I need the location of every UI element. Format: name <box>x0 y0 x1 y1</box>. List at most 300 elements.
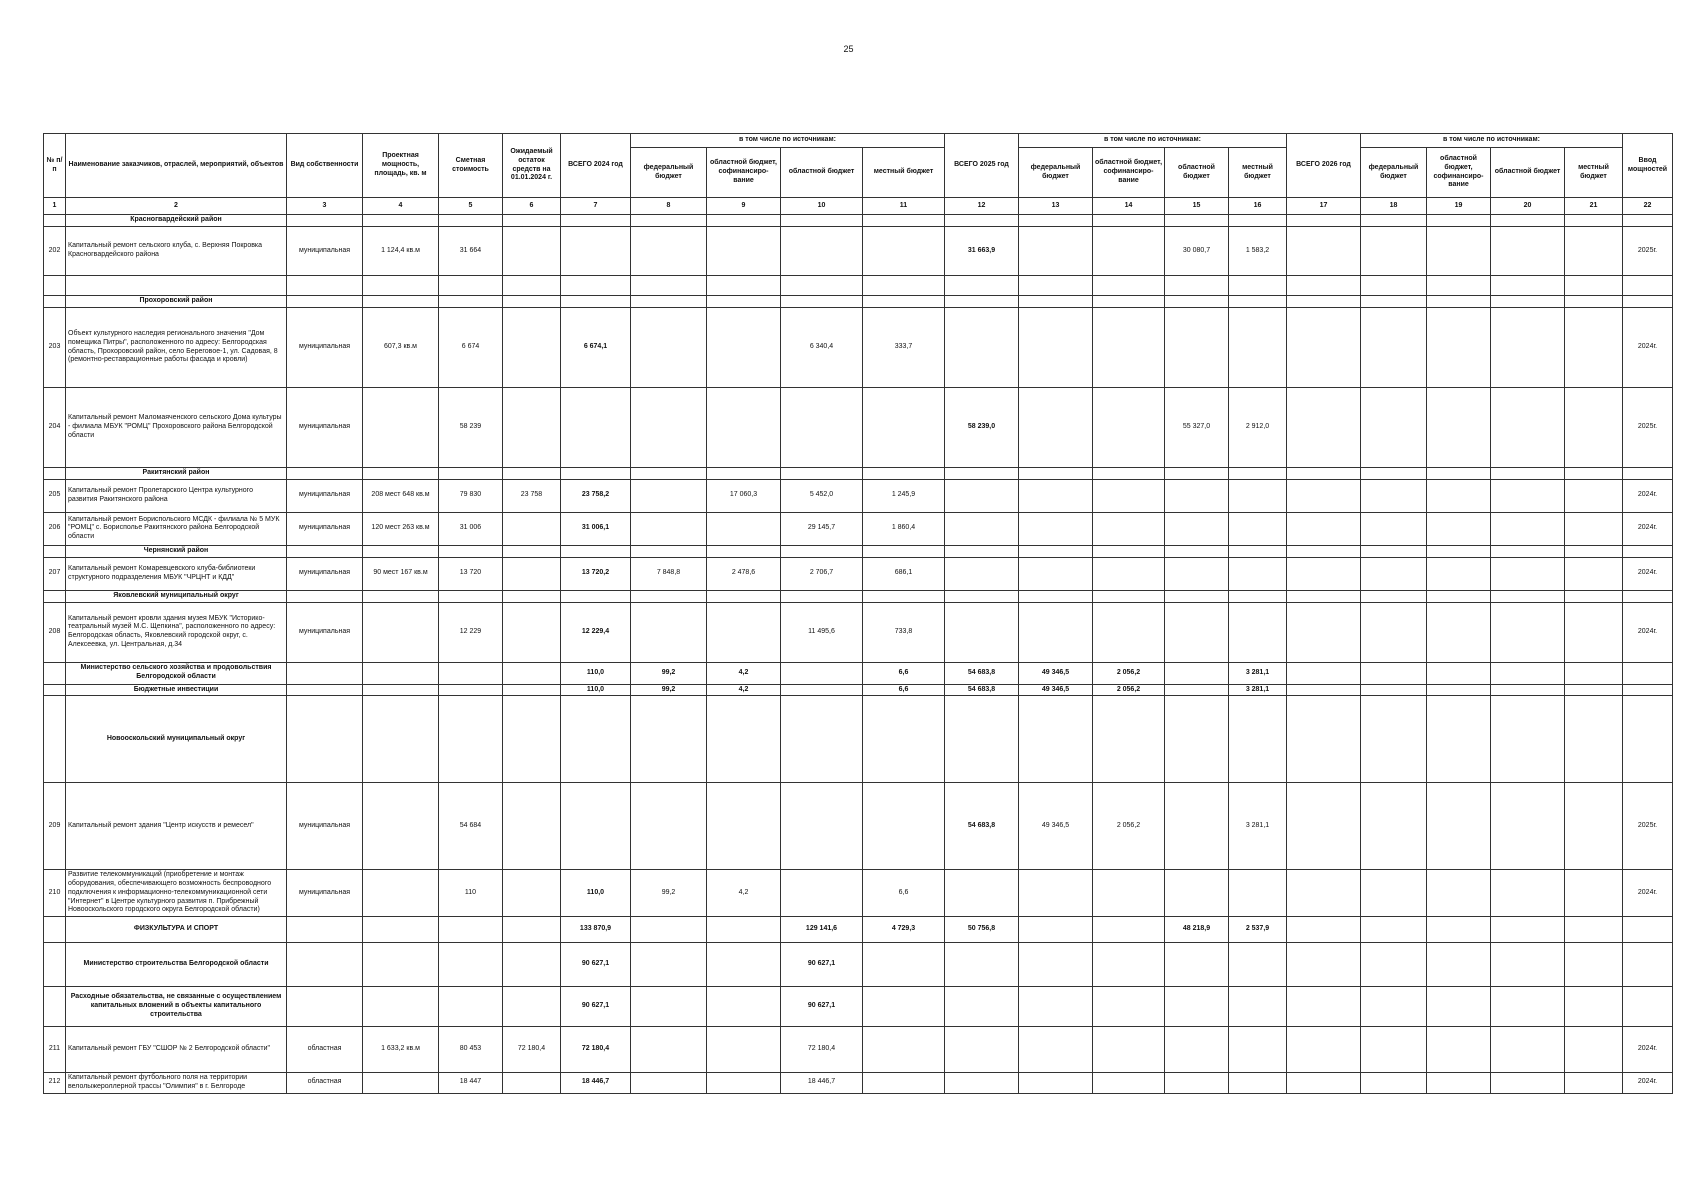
table-cell <box>1093 468 1165 480</box>
cell-l24 <box>863 227 945 276</box>
cell-r26 <box>1491 1027 1565 1073</box>
table-cell <box>1093 545 1165 557</box>
cell-r24 <box>781 783 863 870</box>
table-cell <box>1287 215 1361 227</box>
cell-f26 <box>1361 308 1427 388</box>
cell-t26 <box>1287 479 1361 512</box>
cell-cap <box>363 943 439 987</box>
header-sources-2024: в том числе по источникам: <box>631 134 945 148</box>
cell-l26 <box>1565 602 1623 662</box>
cell-r26 <box>1491 943 1565 987</box>
cell-rc24 <box>707 943 781 987</box>
cell-own: муниципальная <box>287 783 363 870</box>
object-name: ФИЗКУЛЬТУРА И СПОРТ <box>66 917 287 943</box>
table-cell <box>631 696 707 783</box>
cell-t25 <box>945 987 1019 1027</box>
cell-r25 <box>1165 783 1229 870</box>
table-cell <box>1623 296 1673 308</box>
cell-r24 <box>781 388 863 468</box>
table-cell <box>363 296 439 308</box>
section-row <box>44 468 1673 480</box>
subtotal-row <box>44 943 1673 987</box>
header-estimate: Сметная стоимость <box>439 134 503 198</box>
section-title: Яковлевский муниципальный округ <box>66 590 287 602</box>
subtotal-row <box>44 662 1673 684</box>
cell-rc26 <box>1427 783 1491 870</box>
cell-cap <box>363 388 439 468</box>
cell-f26 <box>1361 917 1427 943</box>
table-cell <box>561 296 631 308</box>
cell-r24: 90 627,1 <box>781 987 863 1027</box>
table-cell <box>1565 296 1623 308</box>
cell-t25 <box>945 870 1019 917</box>
cell-rc24 <box>707 602 781 662</box>
table-cell <box>781 545 863 557</box>
cell-cap <box>363 917 439 943</box>
table-cell <box>631 590 707 602</box>
object-name: Капитальный ремонт здания "Центр искусств и ремесел" <box>66 783 287 870</box>
table-cell <box>1361 468 1427 480</box>
row-number <box>44 987 66 1027</box>
cell-f24 <box>631 227 707 276</box>
table-cell <box>1287 276 1361 296</box>
cell-cap <box>363 602 439 662</box>
cell-r26 <box>1491 602 1565 662</box>
cell-f25 <box>1019 987 1093 1027</box>
column-number: 5 <box>439 198 503 215</box>
cell-rc25 <box>1093 227 1165 276</box>
cell-f24: 99,2 <box>631 662 707 684</box>
cell-rc24 <box>707 388 781 468</box>
cell-rc24: 4,2 <box>707 870 781 917</box>
table-cell <box>1565 545 1623 557</box>
table-cell <box>287 545 363 557</box>
commissioning-year <box>1623 987 1673 1027</box>
object-name: Объект культурного наследия регионального значения "Дом помещика Питры", расположенного по адресу: Белгородская область, Прохоровский район, село Береговое-1, ул. Садовая, 8 (ремонтно-реставрационные работы фасада и кровли) <box>66 308 287 388</box>
table-cell <box>1229 545 1287 557</box>
cell-l24: 6,6 <box>863 684 945 696</box>
cell-est <box>439 662 503 684</box>
table-cell <box>439 696 503 783</box>
cell-t26 <box>1287 917 1361 943</box>
cell-own: муниципальная <box>287 308 363 388</box>
cell-rc26 <box>1427 684 1491 696</box>
cell-r26 <box>1491 987 1565 1027</box>
cell-t24: 110,0 <box>561 684 631 696</box>
column-number: 20 <box>1491 198 1565 215</box>
cell-f26 <box>1361 227 1427 276</box>
cell-l25 <box>1229 557 1287 590</box>
header-total-2024: ВСЕГО 2024 год <box>561 134 631 198</box>
table-cell <box>1093 276 1165 296</box>
header-regional-2025: областной бюджет <box>1165 148 1229 198</box>
cell-r25 <box>1165 602 1229 662</box>
cell-l24: 6,6 <box>863 870 945 917</box>
cell-rem: 23 758 <box>503 479 561 512</box>
header-regional-cofin-2024: областной бюджет, софинансиро-вание <box>707 148 781 198</box>
table-cell <box>1565 696 1623 783</box>
cell-t25: 50 756,8 <box>945 917 1019 943</box>
cell-rc24: 4,2 <box>707 684 781 696</box>
cell-r24: 11 495,6 <box>781 602 863 662</box>
cell-r26 <box>1491 783 1565 870</box>
cell-rc26 <box>1427 479 1491 512</box>
cell-r25 <box>1165 308 1229 388</box>
commissioning-year: 2024г. <box>1623 1027 1673 1073</box>
cell-l25: 1 583,2 <box>1229 227 1287 276</box>
cell-r25 <box>1165 479 1229 512</box>
column-number: 3 <box>287 198 363 215</box>
object-name: Капитальный ремонт сельского клуба, с. Верхняя Покровка Красногвардейского района <box>66 227 287 276</box>
section-row <box>44 590 1673 602</box>
column-number: 17 <box>1287 198 1361 215</box>
header-federal-2024: федеральный бюджет <box>631 148 707 198</box>
cell-l26 <box>1565 479 1623 512</box>
cell-t25 <box>945 1027 1019 1073</box>
cell-l26 <box>1565 512 1623 545</box>
column-number: 12 <box>945 198 1019 215</box>
cell-t24 <box>561 227 631 276</box>
header-name: Наименование заказчиков, отраслей, мероприятий, объектов <box>66 134 287 198</box>
cell-t24: 13 720,2 <box>561 557 631 590</box>
cell-t25: 54 683,8 <box>945 783 1019 870</box>
subtotal-row <box>44 684 1673 696</box>
cell-rc26 <box>1427 943 1491 987</box>
header-no: № п/п <box>44 134 66 198</box>
cell-own: областная <box>287 1027 363 1073</box>
cell-f26 <box>1361 943 1427 987</box>
table-cell <box>1229 468 1287 480</box>
cell-l24: 4 729,3 <box>863 917 945 943</box>
table-cell <box>1019 590 1093 602</box>
cell-f25: 49 346,5 <box>1019 684 1093 696</box>
object-name: Капитальный ремонт Комаревцевского клуба-библиотеки структурного подразделения МБУК "ЧРЦНТ и КДД" <box>66 557 287 590</box>
cell-l24 <box>863 1027 945 1073</box>
cell-f24 <box>631 308 707 388</box>
row-number: 204 <box>44 388 66 468</box>
table-cell <box>707 276 781 296</box>
cell-est: 31 664 <box>439 227 503 276</box>
cell-t26 <box>1287 388 1361 468</box>
subtotal-row <box>44 917 1673 943</box>
cell-t24: 90 627,1 <box>561 987 631 1027</box>
cell-f26 <box>1361 684 1427 696</box>
table-cell <box>287 296 363 308</box>
table-cell <box>439 296 503 308</box>
table-cell <box>945 468 1019 480</box>
cell-t26 <box>1287 227 1361 276</box>
table-cell <box>1361 590 1427 602</box>
cell-r25 <box>1165 870 1229 917</box>
cell-rem: 72 180,4 <box>503 1027 561 1073</box>
cell-cap <box>363 870 439 917</box>
table-cell <box>863 696 945 783</box>
cell-rc26 <box>1427 602 1491 662</box>
table-cell <box>631 296 707 308</box>
cell-l24: 1 245,9 <box>863 479 945 512</box>
cell-l25: 3 281,1 <box>1229 662 1287 684</box>
table-cell <box>707 590 781 602</box>
cell-l26 <box>1565 943 1623 987</box>
cell-l25 <box>1229 987 1287 1027</box>
table-cell <box>363 276 439 296</box>
table-cell <box>863 296 945 308</box>
cell-rc24 <box>707 1027 781 1073</box>
table-cell <box>1427 215 1491 227</box>
cell-r24 <box>781 227 863 276</box>
cell-cap: 208 мест 648 кв.м <box>363 479 439 512</box>
table-cell <box>1491 296 1565 308</box>
cell-est: 18 447 <box>439 1073 503 1094</box>
cell-rc26 <box>1427 987 1491 1027</box>
row-number: 207 <box>44 557 66 590</box>
cell-l25 <box>1229 1073 1287 1094</box>
table-row <box>44 1027 1673 1073</box>
cell-f24 <box>631 783 707 870</box>
cell-own <box>287 917 363 943</box>
cell-rem <box>503 943 561 987</box>
cell-est: 31 006 <box>439 512 503 545</box>
header-regional-2026: областной бюджет <box>1491 148 1565 198</box>
table-cell <box>707 296 781 308</box>
cell-f26 <box>1361 870 1427 917</box>
section-title: Ракитянский район <box>66 468 287 480</box>
table-cell <box>1165 468 1229 480</box>
column-number: 15 <box>1165 198 1229 215</box>
cell-rc24 <box>707 987 781 1027</box>
table-cell <box>1361 215 1427 227</box>
cell-l26 <box>1565 1073 1623 1094</box>
cell-l26 <box>1565 227 1623 276</box>
cell-rem <box>503 684 561 696</box>
cell-t25 <box>945 512 1019 545</box>
cell-t26 <box>1287 602 1361 662</box>
commissioning-year: 2025г. <box>1623 388 1673 468</box>
cell-est <box>439 943 503 987</box>
cell-t26 <box>1287 943 1361 987</box>
table-cell <box>1623 276 1673 296</box>
cell-l26 <box>1565 557 1623 590</box>
table-row <box>44 227 1673 276</box>
cell-rc25 <box>1093 1073 1165 1094</box>
table-cell <box>945 296 1019 308</box>
table-cell <box>863 215 945 227</box>
cell-t24: 133 870,9 <box>561 917 631 943</box>
cell-rc24 <box>707 227 781 276</box>
commissioning-year: 2024г. <box>1623 870 1673 917</box>
cell-r26 <box>1491 227 1565 276</box>
cell-rem <box>503 662 561 684</box>
table-cell <box>561 215 631 227</box>
cell-own: областная <box>287 1073 363 1094</box>
cell-t24 <box>561 388 631 468</box>
table-cell <box>363 468 439 480</box>
cell-l25: 2 537,9 <box>1229 917 1287 943</box>
cell-r25 <box>1165 987 1229 1027</box>
table-cell <box>1165 276 1229 296</box>
cell-r24: 129 141,6 <box>781 917 863 943</box>
commissioning-year: 2024г. <box>1623 308 1673 388</box>
cell-r25 <box>1165 1027 1229 1073</box>
header-remainder: Ожидаемый остаток средств на 01.01.2024 г. <box>503 134 561 198</box>
row-number <box>44 917 66 943</box>
object-name: Расходные обязательства, не связанные с осуществлением капитальных вложений в объекты капитального строительства <box>66 987 287 1027</box>
cell-rc26 <box>1427 388 1491 468</box>
table-cell <box>1165 590 1229 602</box>
budget-table <box>43 133 1673 1094</box>
column-number: 9 <box>707 198 781 215</box>
cell-l24 <box>863 1073 945 1094</box>
cell-f25 <box>1019 917 1093 943</box>
cell-r25 <box>1165 557 1229 590</box>
table-cell <box>781 468 863 480</box>
cell-rem <box>503 557 561 590</box>
table-cell <box>439 276 503 296</box>
table-cell <box>945 215 1019 227</box>
object-name: Министерство строительства Белгородской области <box>66 943 287 987</box>
cell-rc24 <box>707 512 781 545</box>
cell-est: 79 830 <box>439 479 503 512</box>
header-sources-2026: в том числе по источникам: <box>1361 134 1623 148</box>
table-cell <box>1093 696 1165 783</box>
table-cell <box>503 590 561 602</box>
row-number: 212 <box>44 1073 66 1094</box>
cell-rc24 <box>707 783 781 870</box>
cell-r24: 2 706,7 <box>781 557 863 590</box>
page-number: 25 <box>843 44 854 54</box>
commissioning-year: 2024г. <box>1623 512 1673 545</box>
cell-l26 <box>1565 870 1623 917</box>
cell-rc25 <box>1093 308 1165 388</box>
cell-l25 <box>1229 602 1287 662</box>
table-cell <box>1229 696 1287 783</box>
cell-r26 <box>1491 512 1565 545</box>
cell-t25 <box>945 943 1019 987</box>
row-number: 208 <box>44 602 66 662</box>
object-name: Капитальный ремонт Маломаяченского сельского Дома культуры - филиала МБУК "РОМЦ" Прохоровского района Белгородской области <box>66 388 287 468</box>
row-number: 206 <box>44 512 66 545</box>
cell-cap: 1 124,4 кв.м <box>363 227 439 276</box>
table-cell <box>1491 545 1565 557</box>
cell-own: муниципальная <box>287 512 363 545</box>
cell-f25 <box>1019 308 1093 388</box>
commissioning-year: 2024г. <box>1623 602 1673 662</box>
table-cell <box>503 215 561 227</box>
row-number <box>44 590 66 602</box>
header-local-2024: местный бюджет <box>863 148 945 198</box>
cell-rc25 <box>1093 987 1165 1027</box>
table-cell <box>1623 468 1673 480</box>
table-cell <box>1287 468 1361 480</box>
table-cell <box>1287 296 1361 308</box>
cell-cap: 607,3 кв.м <box>363 308 439 388</box>
section-title: Красногвардейский район <box>66 215 287 227</box>
table-cell <box>863 590 945 602</box>
cell-l26 <box>1565 1027 1623 1073</box>
table-cell <box>863 468 945 480</box>
row-number: 211 <box>44 1027 66 1073</box>
cell-t24 <box>561 783 631 870</box>
cell-f24 <box>631 987 707 1027</box>
cell-rem <box>503 1073 561 1094</box>
table-cell <box>363 215 439 227</box>
table-row <box>44 512 1673 545</box>
cell-est: 58 239 <box>439 388 503 468</box>
cell-r26 <box>1491 557 1565 590</box>
column-number: 19 <box>1427 198 1491 215</box>
row-number: 209 <box>44 783 66 870</box>
cell-r24 <box>781 684 863 696</box>
table-cell <box>1623 215 1673 227</box>
object-name: Капитальный ремонт Бориспольского МСДК - филиала № 5 МУК "РОМЦ" с. Борисполье Ракитянского района Белгородской области <box>66 512 287 545</box>
cell-est: 12 229 <box>439 602 503 662</box>
commissioning-year <box>1623 943 1673 987</box>
commissioning-year <box>1623 917 1673 943</box>
cell-r26 <box>1491 917 1565 943</box>
cell-t26 <box>1287 987 1361 1027</box>
cell-r26 <box>1491 1073 1565 1094</box>
table-cell <box>631 215 707 227</box>
cell-own <box>287 987 363 1027</box>
table-cell <box>781 296 863 308</box>
cell-f24 <box>631 1027 707 1073</box>
row-number: 210 <box>44 870 66 917</box>
table-cell <box>363 696 439 783</box>
cell-l24 <box>863 388 945 468</box>
cell-r24 <box>781 870 863 917</box>
cell-own <box>287 662 363 684</box>
cell-own <box>287 684 363 696</box>
cell-rc25 <box>1093 479 1165 512</box>
cell-own: муниципальная <box>287 870 363 917</box>
header-regional-cofin-2026: областной бюджет, софинансиро-вание <box>1427 148 1491 198</box>
table-cell <box>1165 545 1229 557</box>
object-name: Развитие телекоммуникаций (приобретение и монтаж оборудования, обеспечивающего возможность беспроводного подключения к информационно-телекоммуникационной сети "Интернет" в Центре культурного развития п. Прибрежный Новооскольского городского округа Белгородской области) <box>66 870 287 917</box>
cell-own: муниципальная <box>287 479 363 512</box>
table-cell <box>1427 590 1491 602</box>
cell-rem <box>503 783 561 870</box>
object-name: Министерство сельского хозяйства и продовольствия Белгородской области <box>66 662 287 684</box>
table-cell <box>561 545 631 557</box>
object-name: Капитальный ремонт ГБУ "СШОР № 2 Белгородской области" <box>66 1027 287 1073</box>
cell-rc26 <box>1427 1073 1491 1094</box>
table-cell <box>631 468 707 480</box>
cell-t25 <box>945 479 1019 512</box>
cell-f25: 49 346,5 <box>1019 662 1093 684</box>
table-cell <box>503 276 561 296</box>
table-row <box>44 602 1673 662</box>
table-row <box>44 783 1673 870</box>
cell-rc26 <box>1427 557 1491 590</box>
row-number <box>44 215 66 227</box>
table-cell <box>1093 215 1165 227</box>
cell-t24: 12 229,4 <box>561 602 631 662</box>
cell-f25 <box>1019 557 1093 590</box>
table-cell <box>1229 276 1287 296</box>
table-cell <box>1019 468 1093 480</box>
cell-rc25: 2 056,2 <box>1093 783 1165 870</box>
cell-t26 <box>1287 308 1361 388</box>
cell-rem <box>503 987 561 1027</box>
row-number: 203 <box>44 308 66 388</box>
section-title: Новооскольский муниципальный округ <box>66 696 287 783</box>
table-cell <box>1229 296 1287 308</box>
table-cell <box>1165 215 1229 227</box>
cell-l25 <box>1229 1027 1287 1073</box>
column-number: 18 <box>1361 198 1427 215</box>
row-number <box>44 684 66 696</box>
cell-t25: 58 239,0 <box>945 388 1019 468</box>
